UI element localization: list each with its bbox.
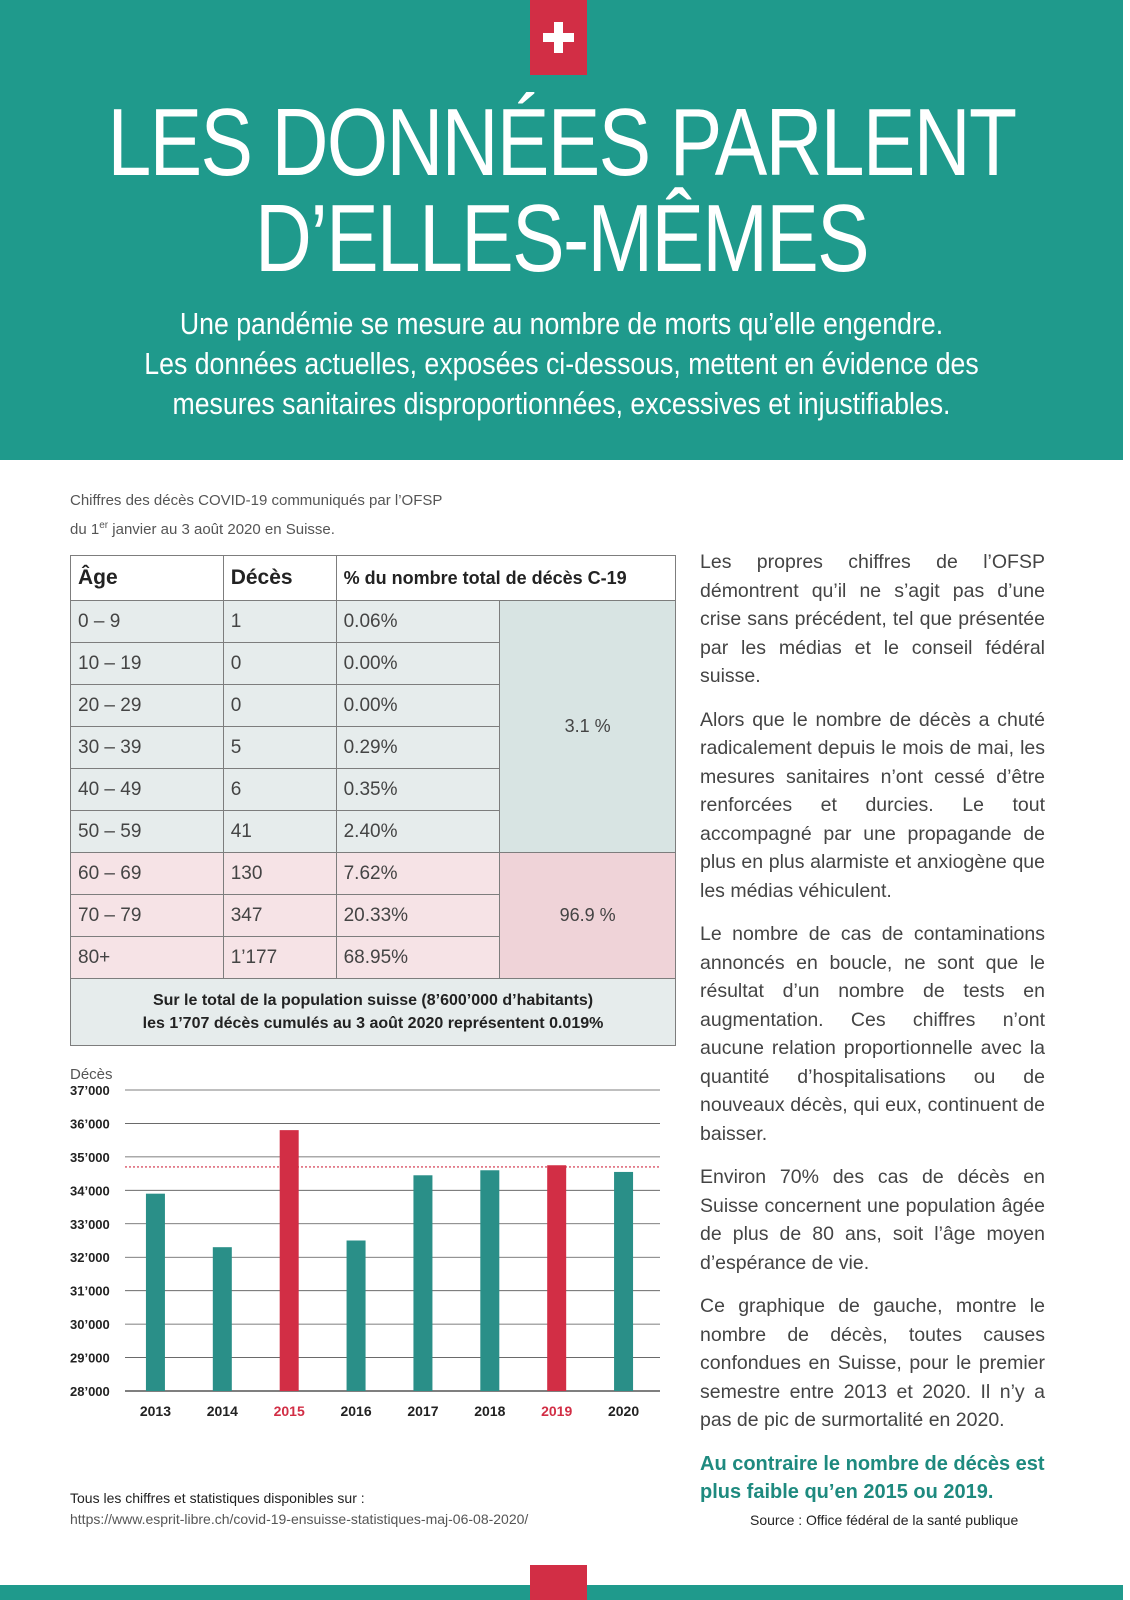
- x-tick-label: 2020: [607, 1403, 640, 1419]
- y-tick-label: 34’000: [70, 1183, 110, 1199]
- x-tick-label: 2013: [139, 1403, 172, 1419]
- y-tick-label: 30’000: [70, 1317, 110, 1333]
- deaths-cell: 1: [223, 601, 336, 643]
- footer-url-link[interactable]: https://www.esprit-libre.ch/covid-19-ensuisse-statistiques-maj-06-08-2020/: [70, 1511, 529, 1527]
- deaths-cell: 6: [223, 769, 336, 811]
- deaths-by-age-table: [70, 555, 676, 1046]
- paragraph: Le nombre de cas de contaminations annoncés en boucle, ne sont que le résultat d’un nombre de tests en augmentation. Ces chiffres n’ont aucune relation proportionnelle avec la quantité d’hospitalisations ou de nouveaux décès, qui eux, continuent de baisser.: [700, 923, 1045, 1145]
- age-cell: 20 – 29: [71, 685, 224, 727]
- x-tick-label: 2019: [541, 1403, 573, 1419]
- pct-cell: 0.35%: [336, 769, 500, 811]
- header-banner: [0, 0, 1123, 460]
- header-percent: % du nombre total de décès C-19: [336, 556, 675, 601]
- table-row: [71, 853, 676, 895]
- y-tick-label: 36’000: [70, 1116, 110, 1132]
- deaths-cell: 130: [223, 853, 336, 895]
- conclusion-paragraph: Au contraire le nombre de décès est plus faible qu’en 2015 ou 2019.: [700, 1452, 1045, 1503]
- bar-2017: [413, 1175, 432, 1391]
- deaths-cell: 5: [223, 727, 336, 769]
- age-cell: 10 – 19: [71, 643, 224, 685]
- bar-2018: [480, 1170, 499, 1391]
- x-tick-label: 2018: [474, 1403, 506, 1419]
- y-tick-label: 28’000: [70, 1384, 110, 1399]
- page-title: LES DONNÉES PARLENT D’ELLES-MÊMES: [107, 89, 1016, 292]
- deaths-cell: 347: [223, 895, 336, 937]
- pct-cell: 7.62%: [336, 853, 500, 895]
- y-tick-label: 35’000: [70, 1149, 110, 1165]
- footer-source: Source : Office fédéral de la santé publique: [750, 1512, 1019, 1528]
- group-under-60: 3.1 %: [500, 601, 676, 853]
- table-row: [71, 601, 676, 643]
- y-tick-label: 29’000: [70, 1350, 110, 1366]
- age-cell: 30 – 39: [71, 727, 224, 769]
- bar-2014: [213, 1247, 232, 1391]
- header-deaths: Décès: [223, 556, 336, 601]
- paragraph: Les propres chiffres de l’OFSP démontrent qu’il ne s’agit pas d’une crise sans précédent, tel que présentée par les médias et le conseil fédéral suisse.: [700, 551, 1045, 687]
- deaths-cell: 1’177: [223, 937, 336, 979]
- paragraph: Alors que le nombre de décès a chuté radicalement depuis le mois de mai, les mesures sanitaires n’ont cessé d’être renforcées et durcies. Le tout accompagné par une propagande de plus en plus alarmiste et anxiogène que les médias véhiculent.: [700, 708, 1045, 902]
- group-over-60: 96.9 %: [500, 853, 676, 979]
- pct-cell: 0.06%: [336, 601, 500, 643]
- x-tick-label: 2016: [340, 1403, 372, 1419]
- bar-2015: [280, 1130, 299, 1391]
- y-tick-label: 31’000: [70, 1283, 110, 1299]
- x-tick-label: 2015: [273, 1403, 305, 1419]
- pct-cell: 0.00%: [336, 643, 500, 685]
- bar-2019: [547, 1165, 566, 1391]
- age-cell: 60 – 69: [71, 853, 224, 895]
- age-cell: 80+: [71, 937, 224, 979]
- deaths-cell: 0: [223, 643, 336, 685]
- table-summary: Sur le total de la population suisse (8’600’000 d’habitants) les 1’707 décès cumulés au 3 août 2020 représentent 0.019%: [71, 979, 676, 1046]
- pct-cell: 0.29%: [336, 727, 500, 769]
- body-text: [700, 548, 1045, 1522]
- bar-2020: [614, 1172, 633, 1391]
- y-axis-label: Décès: [70, 1066, 113, 1083]
- bar-2013: [146, 1194, 165, 1391]
- bar-2016: [347, 1241, 366, 1392]
- footer-label: Tous les chiffres et statistiques disponibles sur :: [70, 1490, 365, 1506]
- deaths-bar-chart: [70, 1064, 680, 1464]
- table-caption: Chiffres des décès COVID-19 communiqués par l’OFSP du 1er janvier au 3 août 2020 en Suisse.: [70, 492, 443, 538]
- deaths-cell: 0: [223, 685, 336, 727]
- summary-value: 0.019%: [549, 1015, 604, 1032]
- x-tick-label: 2014: [206, 1403, 238, 1419]
- pct-cell: 20.33%: [336, 895, 500, 937]
- paragraph: Ce graphique de gauche, montre le nombre de décès, toutes causes confondues en Suisse, pour le premier semestre entre 2013 et 2020. Il n’y a pas de pic de surmortalité en 2020.: [700, 1295, 1045, 1431]
- header-age: Âge: [71, 556, 224, 601]
- y-tick-label: 33’000: [70, 1216, 110, 1232]
- x-tick-label: 2017: [407, 1403, 439, 1419]
- page-subtitle: Une pandémie se mesure au nombre de morts qu’elle engendre. Les données actuelles, exposées ci-dessous, mettent en évidence des mesures sanitaires disproportionnées, excessives et injustifiables.: [144, 306, 979, 421]
- y-tick-label: 32’000: [70, 1250, 110, 1266]
- pct-cell: 68.95%: [336, 937, 500, 979]
- age-cell: 40 – 49: [71, 769, 224, 811]
- deaths-cell: 41: [223, 811, 336, 853]
- age-cell: 0 – 9: [71, 601, 224, 643]
- swiss-flag-icon: [530, 0, 587, 75]
- pct-cell: 2.40%: [336, 811, 500, 853]
- footer-info: [70, 1488, 528, 1530]
- age-cell: 50 – 59: [71, 811, 224, 853]
- y-tick-label: 37’000: [70, 1083, 110, 1098]
- paragraph: Environ 70% des cas de décès en Suisse concernent une population âgée de plus de 80 ans, soit l’âge moyen d’espérance de vie.: [700, 1166, 1045, 1274]
- bottom-flag-block: [530, 1565, 587, 1600]
- age-cell: 70 – 79: [71, 895, 224, 937]
- pct-cell: 0.00%: [336, 685, 500, 727]
